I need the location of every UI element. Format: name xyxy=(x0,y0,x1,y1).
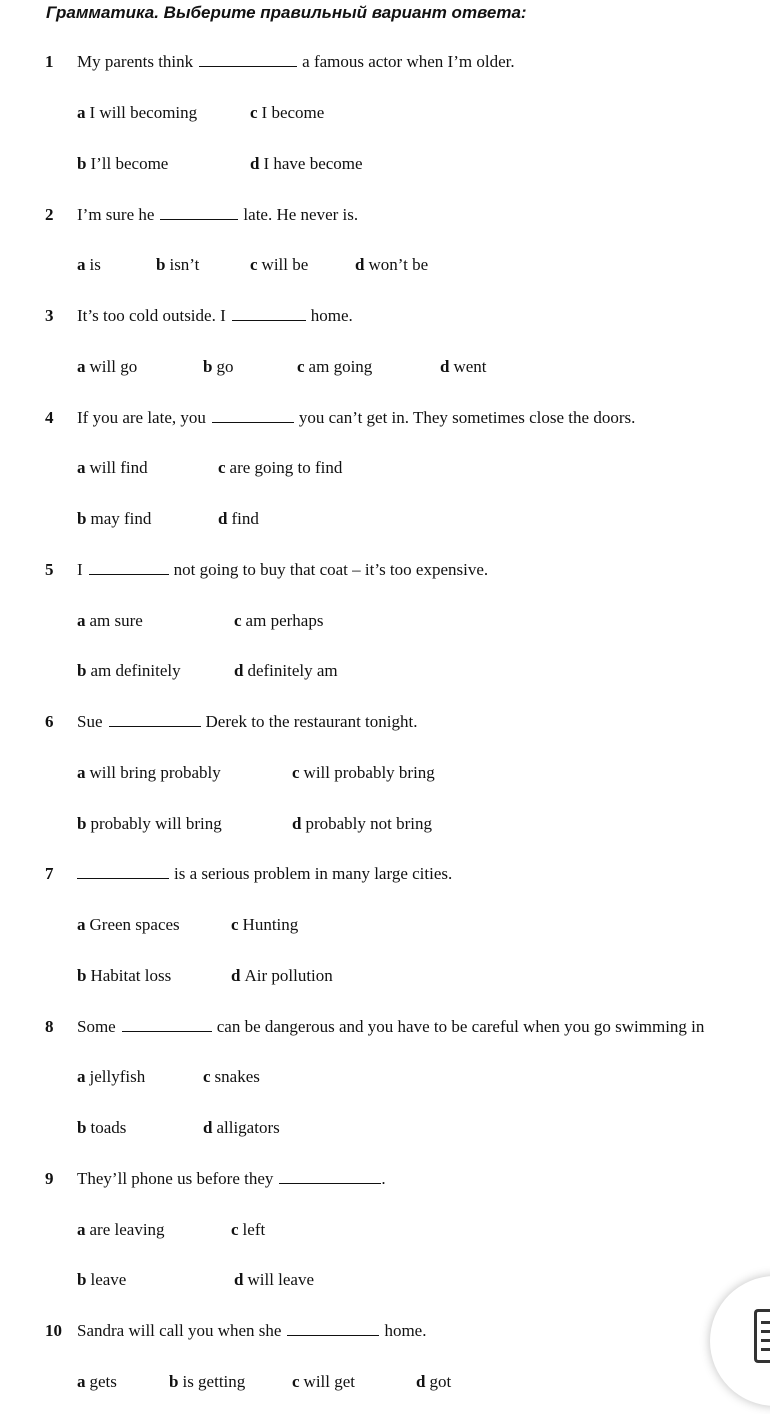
question-number: 4 xyxy=(45,408,54,427)
question-text: I’m sure he late. He never is. xyxy=(77,205,359,224)
option-3a[interactable]: a will go xyxy=(77,357,138,376)
option-3c[interactable]: c am going xyxy=(297,357,373,376)
option-1d[interactable]: d I have become xyxy=(250,154,363,173)
question-text: I not going to buy that coat – it’s too expensive. xyxy=(77,560,489,579)
option-7b[interactable]: b Habitat loss xyxy=(77,966,172,985)
answer-blank xyxy=(77,864,169,879)
option-4b[interactable]: b may find xyxy=(77,509,152,528)
question-text: It’s too cold outside. I home. xyxy=(77,306,353,325)
option-1a[interactable]: a I will becoming xyxy=(77,103,198,122)
option-10d[interactable]: d got xyxy=(416,1372,452,1391)
answer-blank xyxy=(160,205,238,220)
option-3b[interactable]: b go xyxy=(203,357,234,376)
question-number: 6 xyxy=(45,712,54,731)
answer-blank xyxy=(199,52,297,67)
option-5b[interactable]: b am definitely xyxy=(77,661,181,680)
option-9a[interactable]: a are leaving xyxy=(77,1220,165,1239)
option-4c[interactable]: c are going to find xyxy=(218,458,343,477)
question-text: Sandra will call you when she home. xyxy=(77,1321,427,1340)
question-text: If you are late, you you can’t get in. They sometimes close the doors. xyxy=(77,408,636,427)
question-text: Sue Derek to the restaurant tonight. xyxy=(77,712,418,731)
answer-blank xyxy=(109,712,201,727)
question-number: 8 xyxy=(45,1017,54,1036)
option-1c[interactable]: c I become xyxy=(250,103,325,122)
option-8c[interactable]: c snakes xyxy=(203,1067,260,1086)
option-8a[interactable]: a jellyfish xyxy=(77,1067,146,1086)
option-4a[interactable]: a will find xyxy=(77,458,148,477)
option-10c[interactable]: c will get xyxy=(292,1372,356,1391)
option-5d[interactable]: d definitely am xyxy=(234,661,338,680)
question-number: 5 xyxy=(45,560,54,579)
option-6a[interactable]: a will bring probably xyxy=(77,763,221,782)
question-number: 1 xyxy=(45,52,54,71)
option-1b[interactable]: b I’ll become xyxy=(77,154,169,173)
question-number: 3 xyxy=(45,306,54,325)
answer-blank xyxy=(122,1017,212,1032)
question-text: My parents think a famous actor when I’m older. xyxy=(77,52,515,71)
option-4d[interactable]: d find xyxy=(218,509,259,528)
option-2a[interactable]: a is xyxy=(77,255,101,274)
list-icon xyxy=(754,1309,770,1363)
option-7d[interactable]: d Air pollution xyxy=(231,966,333,985)
option-2d[interactable]: d won’t be xyxy=(355,255,429,274)
option-10b[interactable]: b is getting xyxy=(169,1372,246,1391)
answer-blank xyxy=(89,560,169,575)
answer-blank xyxy=(279,1169,381,1184)
option-2b[interactable]: b isn’t xyxy=(156,255,200,274)
option-5a[interactable]: a am sure xyxy=(77,611,143,630)
question-text: is a serious problem in many large cities. xyxy=(77,862,452,886)
option-6d[interactable]: d probably not bring xyxy=(292,814,433,833)
option-10a[interactable]: a gets xyxy=(77,1372,117,1391)
question-number: 2 xyxy=(45,205,54,224)
question-text: They’ll phone us before they . xyxy=(77,1169,386,1188)
question-number: 9 xyxy=(45,1169,54,1188)
option-6c[interactable]: c will probably bring xyxy=(292,763,435,782)
question-number: 10 xyxy=(45,1321,62,1340)
table-of-contents-button[interactable] xyxy=(710,1276,770,1406)
option-9c[interactable]: c left xyxy=(231,1220,266,1239)
page-title: Грамматика. Выберите правильный вариант ответа: xyxy=(46,3,527,22)
option-3d[interactable]: d went xyxy=(440,357,487,376)
option-6b[interactable]: b probably will bring xyxy=(77,814,222,833)
option-7a[interactable]: a Green spaces xyxy=(77,915,180,934)
option-8d[interactable]: d alligators xyxy=(203,1118,280,1137)
answer-blank xyxy=(232,306,306,321)
option-2c[interactable]: c will be xyxy=(250,255,309,274)
answer-blank xyxy=(287,1321,379,1336)
question-text: Some can be dangerous and you have to be careful when you go swimming in xyxy=(77,1017,705,1036)
option-7c[interactable]: c Hunting xyxy=(231,915,299,934)
option-9b[interactable]: b leave xyxy=(77,1270,127,1289)
option-9d[interactable]: d will leave xyxy=(234,1270,315,1289)
question-number: 7 xyxy=(45,864,54,883)
option-8b[interactable]: b toads xyxy=(77,1118,127,1137)
option-5c[interactable]: c am perhaps xyxy=(234,611,324,630)
answer-blank xyxy=(212,408,294,423)
